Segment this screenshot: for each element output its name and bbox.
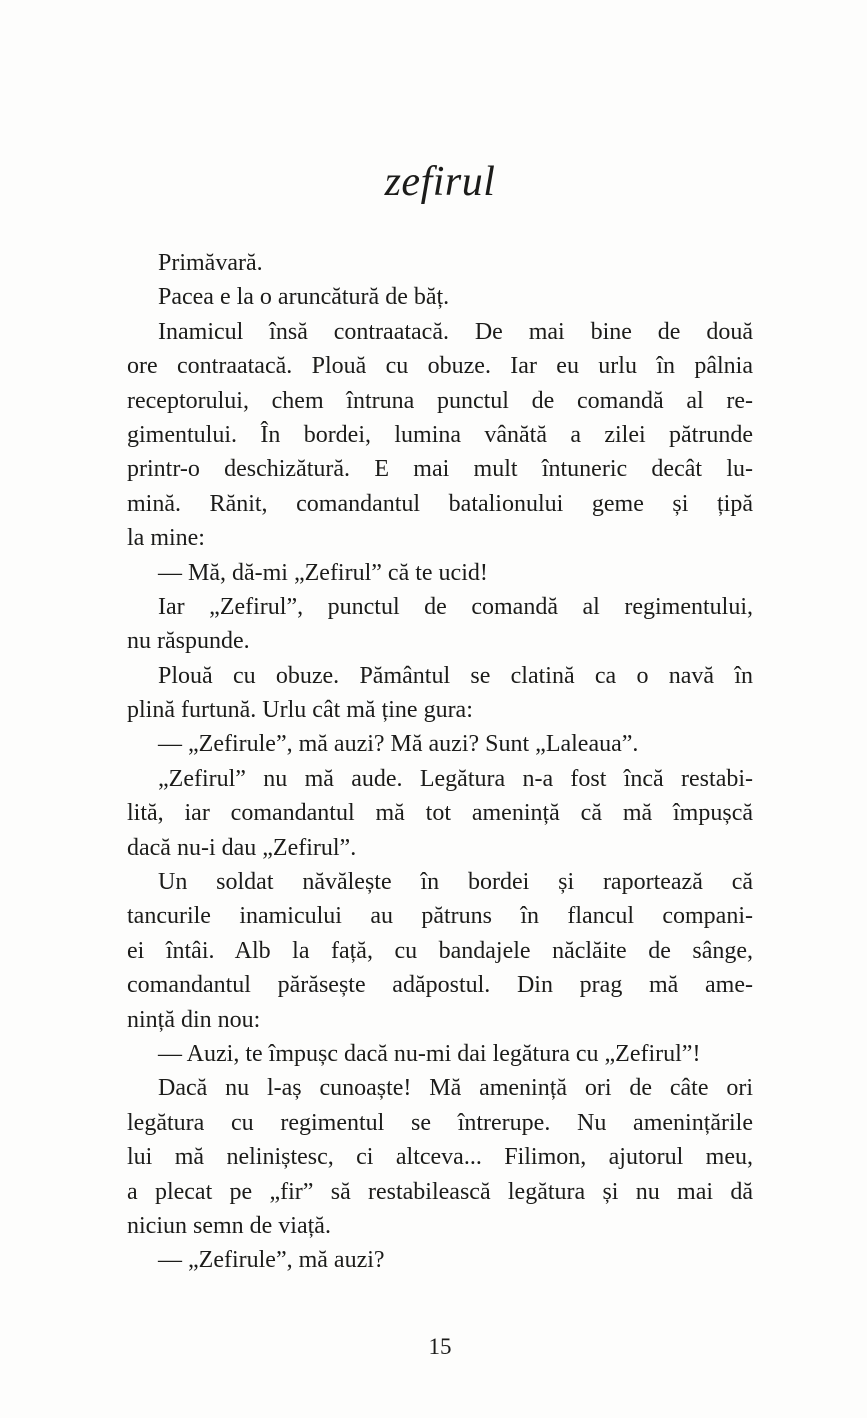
text-line: — „Zefirule”, mă auzi? Mă auzi? Sunt „Laleaua”. <box>158 731 639 758</box>
text-line: nu răspunde. <box>127 628 250 655</box>
text-line: ei întâi. Alb la față, cu bandajele năclăite de sânge, <box>127 937 753 964</box>
text-line: dacă nu-i dau „Zefirul”. <box>127 834 357 861</box>
text-line: receptorului, chem întruna punctul de comandă al re- <box>127 387 753 414</box>
text-line: a plecat pe „fir” să restabilească legătura și nu mai dă <box>127 1178 753 1205</box>
text-line: — Auzi, te împușc dacă nu-mi dai legătura cu „Zefirul”! <box>158 1040 701 1067</box>
text-line: Pacea e la o aruncătură de băț. <box>158 284 450 311</box>
text-line: Dacă nu l-aș cunoaște! Mă amenință ori de câte ori <box>158 1075 753 1102</box>
text-line: Primăvară. <box>158 250 263 276</box>
text-line: „Zefirul” nu mă aude. Legătura n-a fost încă restabi- <box>158 765 753 792</box>
text-line: lită, iar comandantul mă tot amenință că mă împușcă <box>127 800 753 827</box>
text-line: — Mă, dă-mi „Zefirul” că te ucid! <box>158 559 488 586</box>
text-line: lui mă neliniștesc, ci altceva... Filimon, ajutorul meu, <box>127 1144 753 1171</box>
text-line: Un soldat năvălește în bordei și raportează că <box>158 869 753 896</box>
text-line: Iar „Zefirul”, punctul de comandă al regimentului, <box>158 593 753 620</box>
text-line: legătura cu regimentul se întrerupe. Nu amenințările <box>127 1109 753 1136</box>
text-line: Plouă cu obuze. Pământul se clatină ca o navă în <box>158 662 753 689</box>
chapter-title: zefirul <box>384 159 496 205</box>
page-number: 15 <box>428 1334 452 1359</box>
body-text <box>127 246 753 1278</box>
text-line: Inamicul însă contraatacă. De mai bine de două <box>158 318 753 345</box>
text-line: nință din nou: <box>127 1006 261 1033</box>
text-line: comandantul părăsește adăpostul. Din prag mă ame- <box>127 972 753 999</box>
text-line: — „Zefirule”, mă auzi? <box>158 1247 385 1274</box>
text-line: ore contraatacă. Plouă cu obuze. Iar eu urlu în pâlnia <box>127 353 753 380</box>
text-line: la mine: <box>127 525 205 552</box>
text-line: plină furtună. Urlu cât mă ține gura: <box>127 697 473 724</box>
text-line: printr-o deschizătură. E mai mult întuneric decât lu- <box>127 456 753 483</box>
text-line: niciun semn de viață. <box>127 1212 331 1239</box>
text-line: tancurile inamicului au pătruns în flancul compani- <box>127 903 753 930</box>
text-line: gimentului. În bordei, lumina vânătă a zilei pătrunde <box>127 421 753 448</box>
text-line: mină. Rănit, comandantul batalionului geme și țipă <box>127 490 753 517</box>
